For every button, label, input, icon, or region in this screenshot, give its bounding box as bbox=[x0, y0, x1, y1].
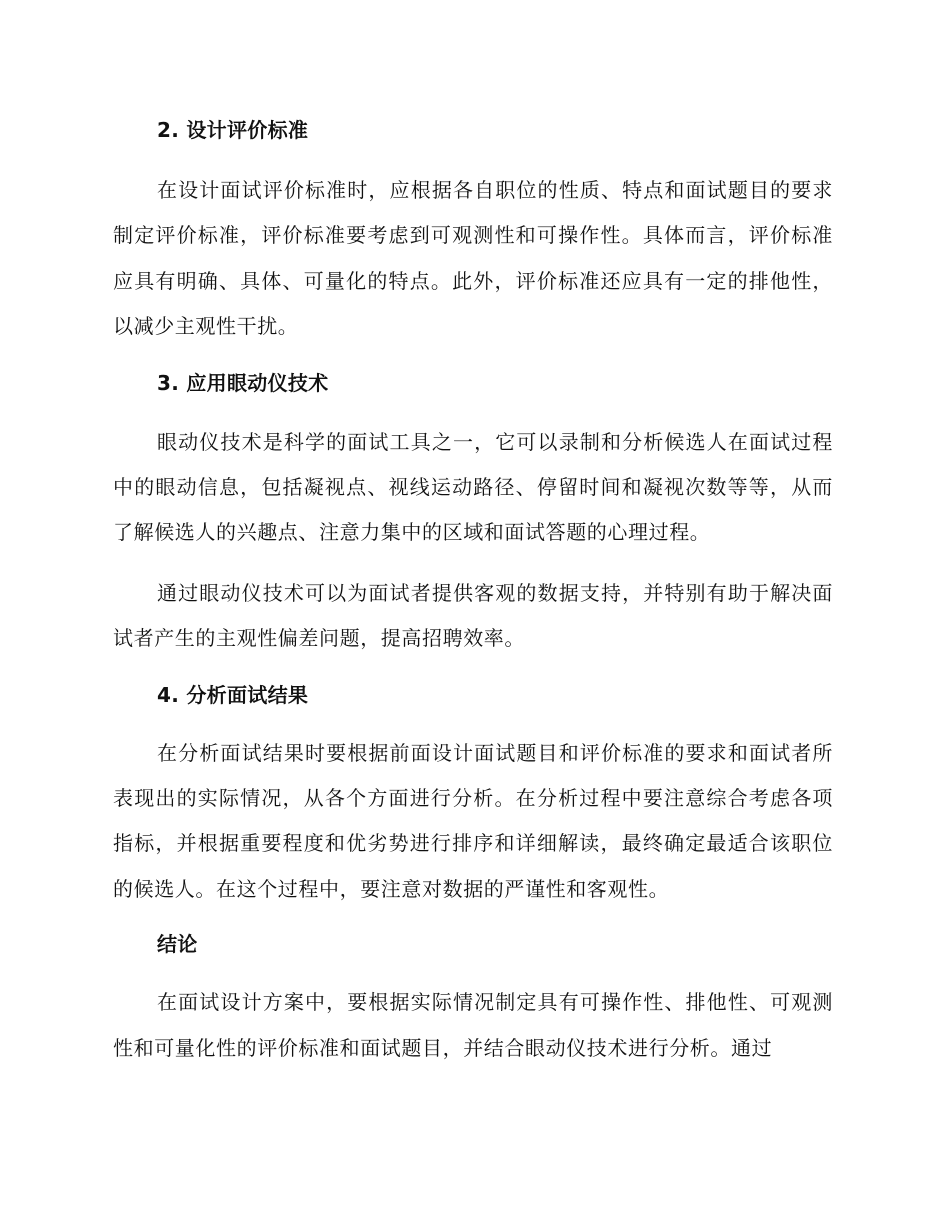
section-paragraph: 在面试设计方案中，要根据实际情况制定具有可操作性、排他性、可观测性和可量化性的评价标准和面试题目，并结合眼动仪技术进行分析。通过 bbox=[113, 990, 833, 1060]
section-paragraph: 在分析面试结果时要根据前面设计面试题目和评价标准的要求和面试者所表现出的实际情况，从各个方面进行分析。在分析过程中要注意综合考虑各项指标，并根据重要程度和优劣势进行排序和详细解读，最终确定最适合该职位的候选人。在这个过程中，要注意对数据的严谨性和客观性。 bbox=[113, 740, 833, 901]
section-paragraph: 眼动仪技术是科学的面试工具之一，它可以录制和分析候选人在面试过程中的眼动信息，包括凝视点、视线运动路径、停留时间和凝视次数等等，从而了解候选人的兴趣点、注意力集中的区域和面试答题的心理过程。 bbox=[113, 429, 833, 545]
section-paragraph: 通过眼动仪技术可以为面试者提供客观的数据支持，并特别有助于解决面试者产生的主观性偏差问题，提高招聘效率。 bbox=[113, 580, 833, 651]
section-heading-analyze-results: 4. 分析面试结果 bbox=[157, 682, 309, 707]
section-paragraph: 在设计面试评价标准时，应根据各自职位的性质、特点和面试题目的要求制定评价标准，评价标准要考虑到可观测性和可操作性。具体而言，评价标准应具有明确、具体、可量化的特点。此外，评价标准还应具有一定的排他性，以减少主观性干扰。 bbox=[113, 178, 833, 339]
section-heading-eye-tracker: 3. 应用眼动仪技术 bbox=[157, 370, 329, 395]
section-heading-evaluation-criteria: 2. 设计评价标准 bbox=[157, 118, 309, 142]
section-heading-conclusion: 结论 bbox=[157, 932, 198, 957]
document-body bbox=[113, 110, 833, 1071]
